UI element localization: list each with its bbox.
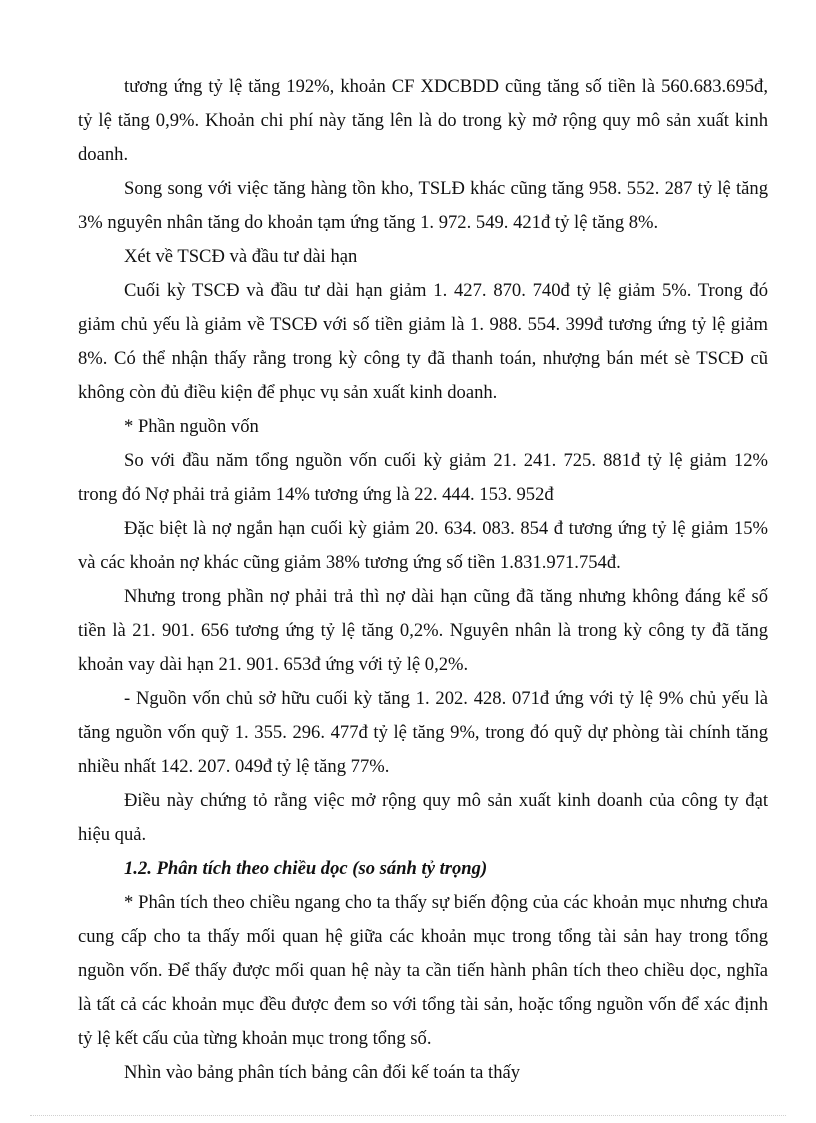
section-heading: 1.2. Phân tích theo chiều dọc (so sánh tỷ trọng) — [124, 858, 488, 879]
page-bottom-divider — [30, 1115, 786, 1116]
paragraph-7: Đặc biệt là nợ ngắn hạn cuối kỳ giảm 20. 634. 083. 854 đ tương ứng tỷ lệ giảm 15% và các khoản nợ khác cũng giảm 38% tương ứng số tiền 1.831.971.754đ. — [78, 518, 768, 573]
paragraph-3: Xét về TSCĐ và đầu tư dài hạn — [124, 246, 358, 267]
paragraph-12: Nhìn vào bảng phân tích bảng cân đối kế toán ta thấy — [124, 1062, 521, 1083]
paragraph-4: Cuối kỳ TSCĐ và đầu tư dài hạn giảm 1. 427. 870. 740đ tỷ lệ giảm 5%. Trong đó giảm chủ yếu là giảm về TSCĐ với số tiền giảm là 1. 988. 554. 399đ tương ứng tỷ lệ giảm 8%. Có thể nhận thấy rằng trong kỳ công ty đã thanh toán, nhượng bán mét sè TSCĐ cũ không còn đủ điều kiện để phục vụ sản xuất kinh doanh. — [78, 280, 768, 403]
paragraph-6: So với đầu năm tổng nguồn vốn cuối kỳ giảm 21. 241. 725. 881đ tỷ lệ giảm 12% trong đó Nợ phải trả giảm 14% tương ứng là 22. 444. 153. 952đ — [78, 450, 768, 505]
document-body — [78, 70, 768, 1090]
paragraph-9: - Nguồn vốn chủ sở hữu cuối kỳ tăng 1. 202. 428. 071đ ứng với tỷ lệ 9% chủ yếu là tăng nguồn vốn quỹ 1. 355. 296. 477đ tỷ lệ tăng 9%, trong đó quỹ dự phòng tài chính tăng nhiều nhất 142. 207. 049đ tỷ lệ tăng 77%. — [78, 688, 768, 777]
paragraph-8: Nhưng trong phần nợ phải trả thì nợ dài hạn cũng đã tăng nhưng không đáng kể số tiền là 21. 901. 656 tương ứng tỷ lệ tăng 0,2%. Nguyên nhân là trong kỳ công ty đã tăng khoản vay dài hạn 21. 901. 653đ ứng với tỷ lệ 0,2%. — [78, 586, 768, 675]
paragraph-5: * Phần nguồn vốn — [124, 416, 259, 437]
paragraph-11: * Phân tích theo chiều ngang cho ta thấy sự biến động của các khoản mục nhưng chưa cung cấp cho ta thấy mối quan hệ giữa các khoản mục trong tổng tài sản hay trong tổng nguồn vốn. Để thấy được mối quan hệ này ta cần tiến hành phân tích theo chiều dọc, nghĩa là tất cả các khoản mục đều được đem so với tổng tài sản, hoặc tổng nguồn vốn để xác định tỷ lệ kết cấu của từng khoản mục trong tổng số. — [78, 892, 768, 1049]
paragraph-2: Song song với việc tăng hàng tồn kho, TSLĐ khác cũng tăng 958. 552. 287 tỷ lệ tăng 3% nguyên nhân tăng do khoản tạm ứng tăng 1. 972. 549. 421đ tỷ lệ tăng 8%. — [78, 178, 768, 233]
paragraph-1: tương ứng tỷ lệ tăng 192%, khoản CF XDCBDD cũng tăng số tiền là 560.683.695đ, tỷ lệ tăng 0,9%. Khoản chi phí này tăng lên là do trong kỳ mở rộng quy mô sản xuất kinh doanh. — [78, 76, 768, 165]
paragraph-10: Điều này chứng tỏ rằng việc mở rộng quy mô sản xuất kinh doanh của công ty đạt hiệu quả. — [78, 790, 768, 845]
